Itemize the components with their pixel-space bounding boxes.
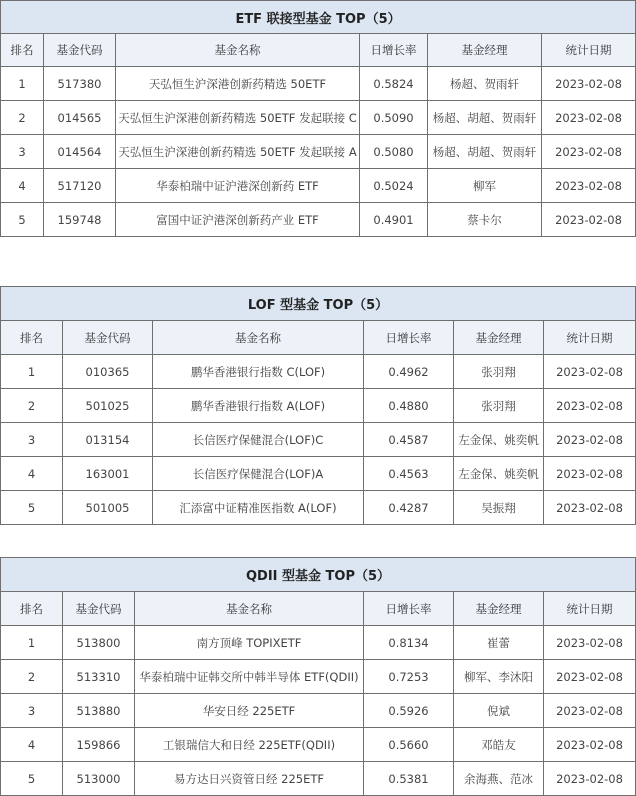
table-title: QDII 型基金 TOP（5） [1,558,636,592]
manager-cell: 杨超、胡超、贺雨轩 [428,101,542,135]
code-cell: 513000 [63,762,135,796]
header-growth: 日增长率 [364,321,454,355]
table-title: LOF 型基金 TOP（5） [1,287,636,321]
code-cell: 513800 [63,626,135,660]
table-row [1,491,636,525]
rank-cell: 2 [1,389,63,423]
lof-table [0,286,636,525]
manager-cell: 左金保、姚奕帆 [454,457,544,491]
growth-cell: 0.5660 [364,728,454,762]
name-cell: 长信医疗保健混合(LOF)C [153,423,364,457]
table-row [1,694,636,728]
header-code: 基金代码 [63,321,153,355]
name-cell: 鹏华香港银行指数 A(LOF) [153,389,364,423]
header-growth: 日增长率 [360,34,428,67]
date-cell: 2023-02-08 [544,762,636,796]
name-cell: 华泰柏瑞中证沪港深创新药 ETF [116,169,360,203]
name-cell: 天弘恒生沪深港创新药精选 50ETF 发起联接 C [116,101,360,135]
table-row [1,101,636,135]
code-cell: 501025 [63,389,153,423]
date-cell: 2023-02-08 [544,728,636,762]
code-cell: 010365 [63,355,153,389]
rank-cell: 5 [1,491,63,525]
name-cell: 易方达日兴资管日经 225ETF [135,762,364,796]
manager-cell: 柳军 [428,169,542,203]
growth-cell: 0.5824 [360,67,428,101]
name-cell: 华泰柏瑞中证韩交所中韩半导体 ETF(QDII) [135,660,364,694]
table-row [1,135,636,169]
growth-cell: 0.4962 [364,355,454,389]
rank-cell: 4 [1,728,63,762]
manager-cell: 余海燕、范冰 [454,762,544,796]
manager-cell: 杨超、胡超、贺雨轩 [428,135,542,169]
header-name: 基金名称 [135,592,364,626]
date-cell: 2023-02-08 [542,203,636,237]
code-cell: 159866 [63,728,135,762]
name-cell: 南方顶峰 TOPIXETF [135,626,364,660]
code-cell: 163001 [63,457,153,491]
etf-table [0,0,636,237]
manager-cell: 张羽翔 [454,389,544,423]
code-cell: 517120 [44,169,116,203]
name-cell: 汇添富中证精准医指数 A(LOF) [153,491,364,525]
table-row [1,389,636,423]
date-cell: 2023-02-08 [544,423,636,457]
growth-cell: 0.5926 [364,694,454,728]
table-row [1,626,636,660]
manager-cell: 蔡卡尔 [428,203,542,237]
header-manager: 基金经理 [454,321,544,355]
header-rank: 排名 [1,321,63,355]
header-manager: 基金经理 [454,592,544,626]
rank-cell: 1 [1,67,44,101]
name-cell: 鹏华香港银行指数 C(LOF) [153,355,364,389]
name-cell: 华安日经 225ETF [135,694,364,728]
growth-cell: 0.5090 [360,101,428,135]
name-cell: 长信医疗保健混合(LOF)A [153,457,364,491]
header-growth: 日增长率 [364,592,454,626]
manager-cell: 左金保、姚奕帆 [454,423,544,457]
growth-cell: 0.4287 [364,491,454,525]
header-date: 统计日期 [544,592,636,626]
growth-cell: 0.8134 [364,626,454,660]
table-row [1,457,636,491]
manager-cell: 崔蕾 [454,626,544,660]
header-name: 基金名称 [116,34,360,67]
rank-cell: 5 [1,203,44,237]
manager-cell: 邓皓友 [454,728,544,762]
name-cell: 天弘恒生沪深港创新药精选 50ETF 发起联接 A [116,135,360,169]
code-cell: 501005 [63,491,153,525]
manager-cell: 柳军、李沐阳 [454,660,544,694]
date-cell: 2023-02-08 [542,135,636,169]
growth-cell: 0.4587 [364,423,454,457]
manager-cell: 张羽翔 [454,355,544,389]
table-row [1,355,636,389]
date-cell: 2023-02-08 [542,101,636,135]
rank-cell: 4 [1,457,63,491]
name-cell: 天弘恒生沪深港创新药精选 50ETF [116,67,360,101]
code-cell: 013154 [63,423,153,457]
date-cell: 2023-02-08 [544,660,636,694]
header-code: 基金代码 [63,592,135,626]
header-rank: 排名 [1,592,63,626]
header-date: 统计日期 [542,34,636,67]
date-cell: 2023-02-08 [544,389,636,423]
qdii-table [0,557,636,796]
date-cell: 2023-02-08 [542,169,636,203]
rank-cell: 5 [1,762,63,796]
growth-cell: 0.5080 [360,135,428,169]
date-cell: 2023-02-08 [544,626,636,660]
rank-cell: 1 [1,355,63,389]
header-code: 基金代码 [44,34,116,67]
rank-cell: 2 [1,101,44,135]
growth-cell: 0.4880 [364,389,454,423]
date-cell: 2023-02-08 [544,355,636,389]
growth-cell: 0.4563 [364,457,454,491]
date-cell: 2023-02-08 [542,67,636,101]
header-date: 统计日期 [544,321,636,355]
manager-cell: 倪斌 [454,694,544,728]
table-row [1,67,636,101]
rank-cell: 3 [1,423,63,457]
table-row [1,762,636,796]
growth-cell: 0.5381 [364,762,454,796]
rank-cell: 1 [1,626,63,660]
table-row [1,203,636,237]
growth-cell: 0.5024 [360,169,428,203]
manager-cell: 杨超、贺雨轩 [428,67,542,101]
header-manager: 基金经理 [428,34,542,67]
header-name: 基金名称 [153,321,364,355]
code-cell: 014564 [44,135,116,169]
growth-cell: 0.7253 [364,660,454,694]
rank-cell: 3 [1,694,63,728]
code-cell: 513880 [63,694,135,728]
code-cell: 513310 [63,660,135,694]
code-cell: 517380 [44,67,116,101]
name-cell: 富国中证沪港深创新药产业 ETF [116,203,360,237]
date-cell: 2023-02-08 [544,491,636,525]
name-cell: 工银瑞信大和日经 225ETF(QDII) [135,728,364,762]
table-row [1,169,636,203]
header-rank: 排名 [1,34,44,67]
code-cell: 159748 [44,203,116,237]
growth-cell: 0.4901 [360,203,428,237]
code-cell: 014565 [44,101,116,135]
table-row [1,423,636,457]
table-title: ETF 联接型基金 TOP（5） [1,1,636,34]
table-row [1,728,636,762]
date-cell: 2023-02-08 [544,694,636,728]
date-cell: 2023-02-08 [544,457,636,491]
table-row [1,660,636,694]
rank-cell: 4 [1,169,44,203]
rank-cell: 3 [1,135,44,169]
manager-cell: 吴振翔 [454,491,544,525]
rank-cell: 2 [1,660,63,694]
